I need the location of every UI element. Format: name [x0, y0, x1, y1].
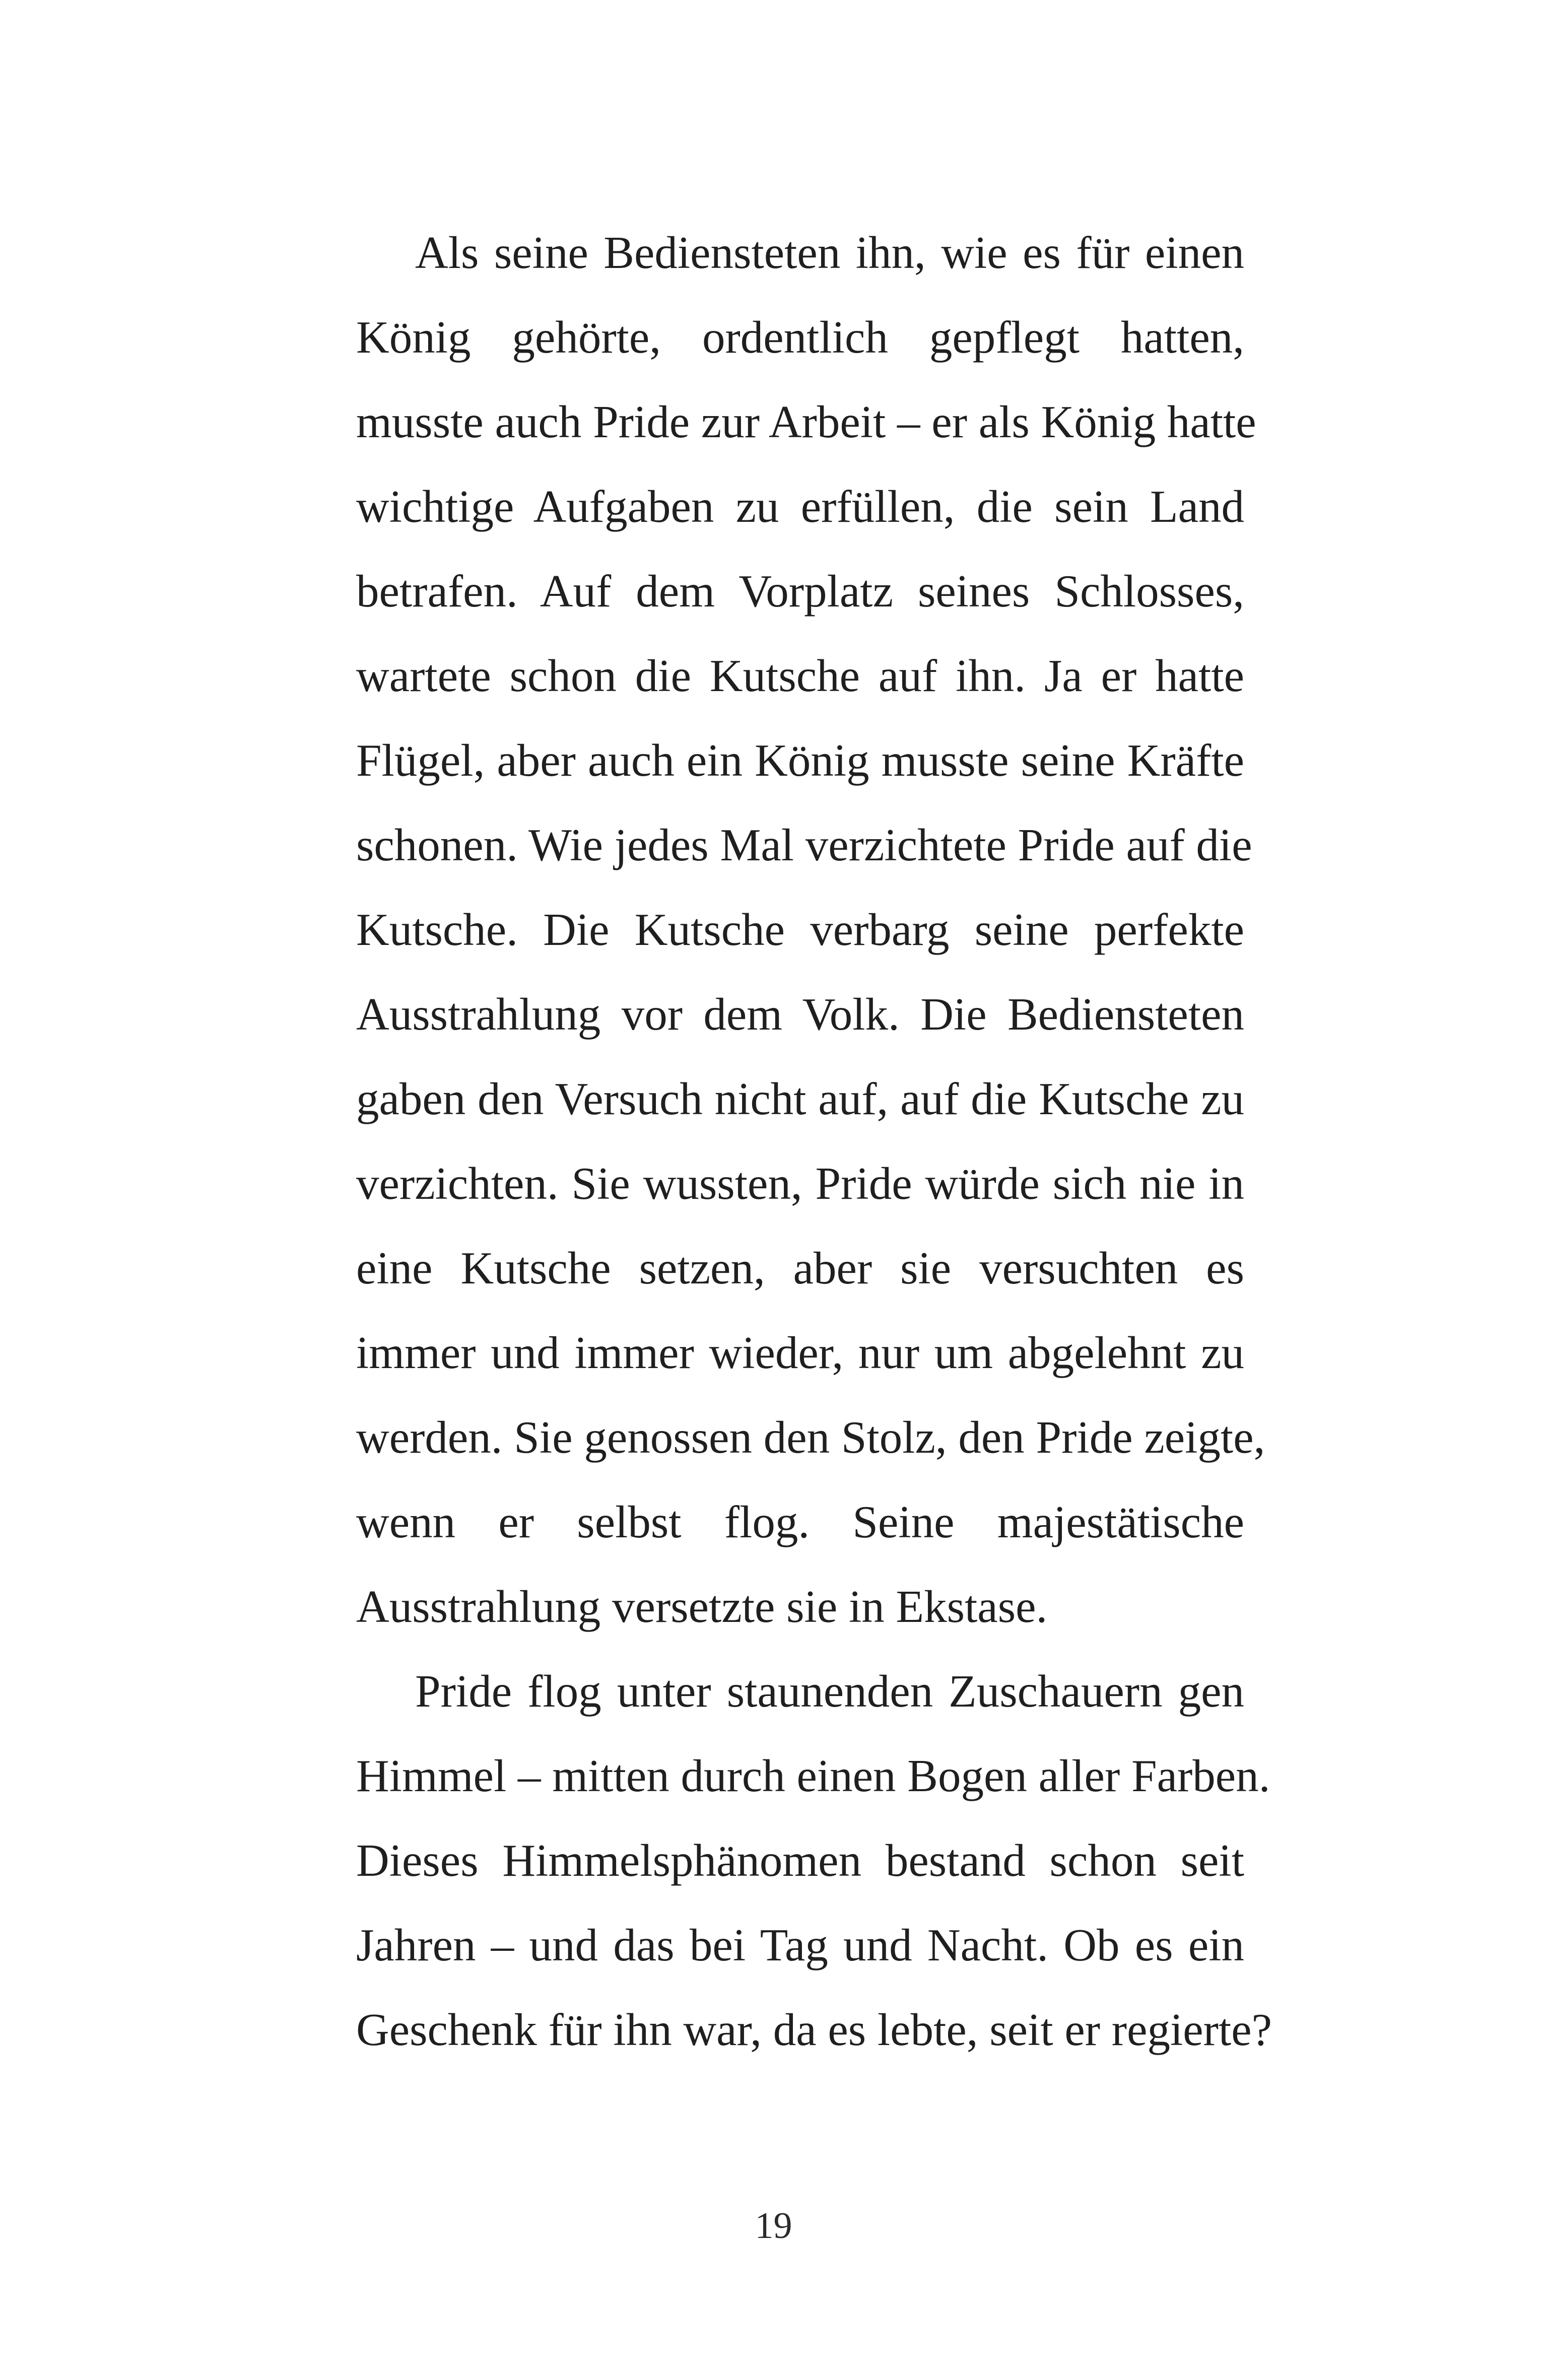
text-line: gaben den Versuch nicht auf, auf die Kutsche zu: [356, 1073, 1244, 1124]
text-line: schonen. Wie jedes Mal verzichtete Pride auf die: [356, 820, 1252, 870]
text-line: musste auch Pride zur Arbeit – er als König hatte: [356, 396, 1256, 447]
text-line: betrafen. Auf dem Vorplatz seines Schlosses,: [356, 566, 1244, 617]
text-line: Pride flog unter staunenden Zuschauern gen: [415, 1666, 1244, 1717]
text-line: immer und immer wieder, nur um abgelehnt zu: [356, 1327, 1244, 1378]
text-line: Als seine Bediensteten ihn, wie es für einen: [415, 227, 1244, 278]
text-line: wartete schon die Kutsche auf ihn. Ja er hatte: [356, 650, 1244, 701]
text-line: Jahren – und das bei Tag und Nacht. Ob es ein: [356, 1920, 1244, 1970]
paragraph-2: [297, 1649, 1272, 2072]
page-number: 19: [755, 2205, 792, 2247]
text-line: Flügel, aber auch ein König musste seine Kräfte: [356, 735, 1244, 786]
text-line: werden. Sie genossen den Stolz, den Pride zeigte,: [356, 1412, 1265, 1463]
text-line: Dieses Himmelsphänomen bestand schon seit: [356, 1835, 1244, 1886]
text-line: wichtige Aufgaben zu erfüllen, die sein Land: [356, 481, 1244, 532]
text-line: wenn er selbst flog. Seine majestätische: [356, 1497, 1244, 1547]
text-line: König gehörte, ordentlich gepflegt hatten,: [356, 312, 1244, 363]
text-line: verzichten. Sie wussten, Pride würde sich nie in: [356, 1158, 1244, 1209]
text-line: Himmel – mitten durch einen Bogen aller Farben.: [356, 1750, 1270, 1801]
body-text: [297, 211, 1272, 2072]
paragraph-1: [297, 211, 1265, 1649]
text-line: Ausstrahlung versetzte sie in Ekstase.: [356, 1581, 1048, 1632]
text-line: Geschenk für ihn war, da es lebte, seit er regierte?: [356, 2004, 1272, 2055]
text-line: Ausstrahlung vor dem Volk. Die Bediensteten: [356, 989, 1244, 1040]
text-line: Kutsche. Die Kutsche verbarg seine perfekte: [356, 904, 1244, 955]
text-line: eine Kutsche setzen, aber sie versuchten es: [356, 1243, 1244, 1294]
